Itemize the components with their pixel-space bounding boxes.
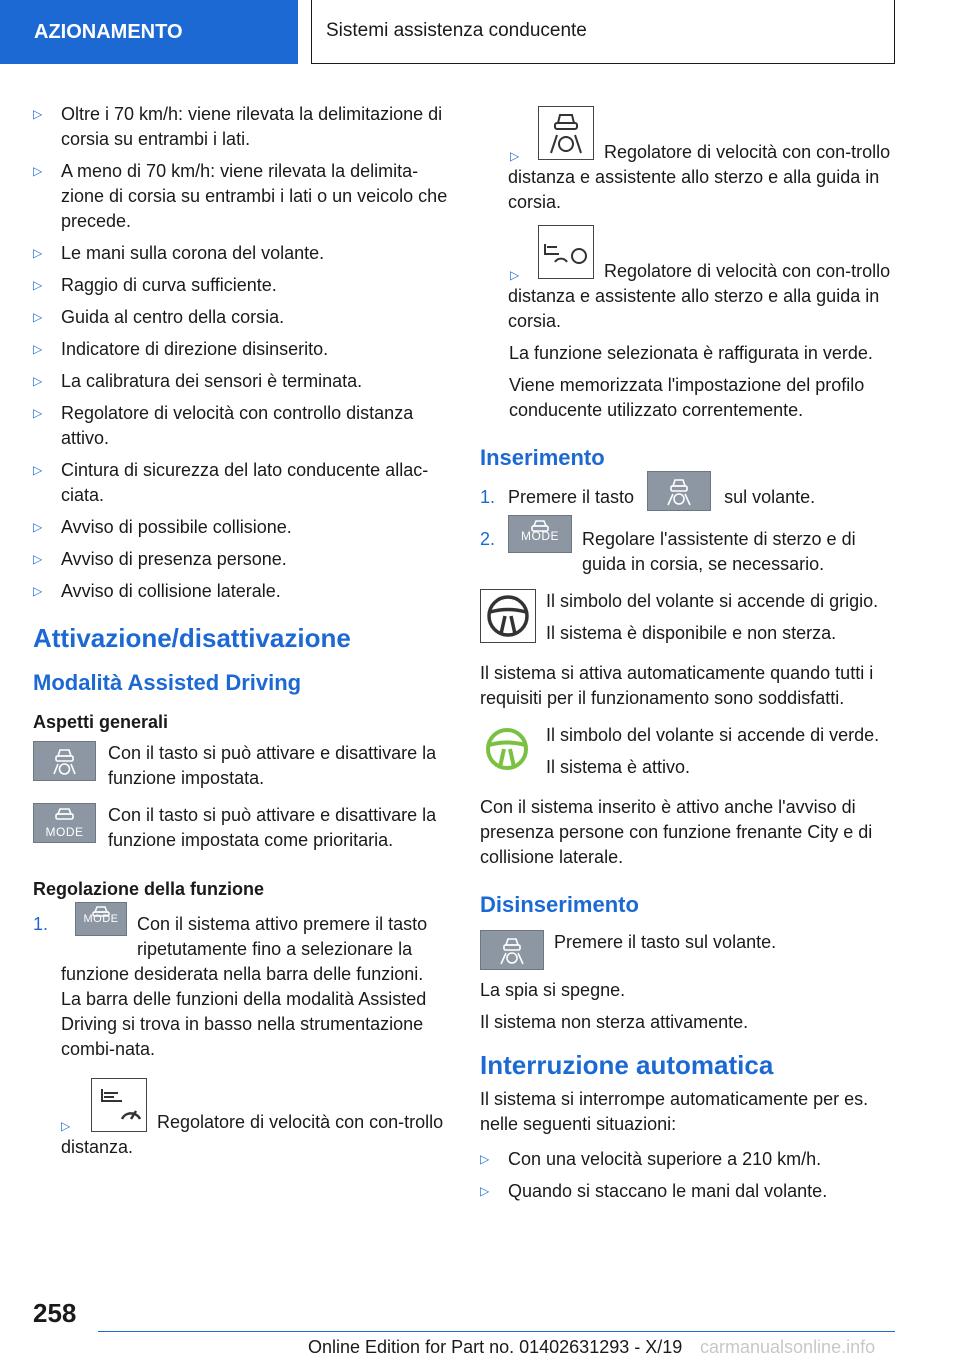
heading-activation: Attivazione/disattivazione	[33, 623, 351, 653]
list-item: ▷ Avviso di possibile collisione.	[33, 515, 448, 540]
list-item: ▷ Cintura di sicurezza del lato conducente allac-ciata.	[33, 460, 429, 505]
off-text: Premere il tasto sul volante.	[554, 932, 777, 953]
list-item: ▷ Con una velocità superiore a 210 km/h.	[480, 1147, 898, 1172]
general-text-1: Con il tasto si può attivare e disattivare la funzione impostata.	[108, 743, 437, 788]
on-step-1	[480, 485, 898, 511]
list-item: ▷ Indicatore di direzione disinserito.	[33, 337, 448, 362]
step-text-a: Premere il tasto	[508, 487, 635, 507]
heading-auto-stop: Interruzione automatica	[480, 1050, 774, 1081]
step-number: 2.	[480, 529, 496, 550]
list-item: ▷ Regolatore di velocità con controllo distanza attivo.	[33, 403, 414, 448]
bullet-triangle-icon: ▷	[480, 1184, 490, 1199]
mode-button-icon	[508, 515, 572, 553]
heading-on: Inserimento	[480, 445, 605, 470]
list-item: ▷ Guida al centro della corsia.	[33, 305, 448, 330]
auto-stop-text: Il sistema si interrompe automaticamente per es. nelle seguenti situazioni:	[480, 1089, 869, 1135]
footer-divider	[98, 1331, 895, 1332]
step-number: 1.	[480, 487, 496, 507]
footer-edition: Online Edition for Part no. 01402631293 - X/19	[308, 1337, 683, 1357]
bullet-triangle-icon: ▷	[33, 246, 43, 260]
regulation-step-1	[33, 912, 448, 1062]
bullet-triangle-icon: ▷	[510, 268, 520, 282]
list-item: ▷ A meno di 70 km/h: viene rilevata la delimita-zione di corsia su entrambi i lati o un veicolo che precede.	[33, 161, 448, 231]
general-text-2: Con il tasto si può attivare e disattivare la funzione impostata come prioritaria.	[108, 805, 437, 850]
bullet-triangle-icon: ▷	[33, 310, 43, 324]
cruise-steering-icon	[538, 225, 594, 279]
function-option-1	[33, 1078, 448, 1160]
green-status-line-1: Il simbolo del volante si accende di verde.	[546, 725, 880, 746]
bullet-triangle-icon: ▷	[510, 149, 520, 163]
general-row-1	[33, 741, 448, 791]
watermark: carmanualsonline.info	[700, 1337, 876, 1357]
function-option-text: Regolatore di velocità con con-trollo distanza.	[61, 1112, 444, 1157]
function-option-3	[480, 225, 898, 334]
list-item: ▷ Le mani sulla corona del volante.	[33, 241, 448, 266]
step-text-b: sul volante.	[724, 487, 816, 507]
header-section: AZIONAMENTO	[0, 0, 298, 64]
bullet-triangle-icon: ▷	[33, 584, 43, 598]
function-option-text: Regolatore di velocità con con-trollo distanza e assistente allo sterzo e alla guida in corsia.	[508, 261, 891, 331]
list-item: ▷ Quando si staccano le mani dal volante.	[480, 1179, 898, 1204]
bullet-triangle-icon: ▷	[33, 278, 43, 292]
function-option-2	[480, 106, 898, 215]
off-steer-text: Il sistema non sterza attivamente.	[480, 1012, 749, 1033]
steering-wheel-grey-icon	[480, 589, 536, 643]
heading-assisted-driving: Modalità Assisted Driving	[33, 670, 302, 695]
step-text: Con il sistema attivo premere il tasto ripetutamente fino a selezionare la funzione desiderata nella barra delle funzioni. La barra delle funzioni della modalità Assisted Driving si trova in basso nella strumentazione combi-nata.	[61, 914, 428, 1059]
list-item: ▷ Avviso di presenza persone.	[33, 547, 448, 572]
list-item: ▷ Raggio di curva sufficiente.	[33, 273, 448, 298]
memory-info: Viene memorizzata l'impostazione del profilo conducente utilizzato correntemente.	[509, 375, 865, 420]
bullet-triangle-icon: ▷	[33, 552, 43, 566]
heading-general: Aspetti generali	[33, 712, 169, 732]
grey-status-row	[480, 589, 898, 653]
mode-label: MODE	[45, 825, 84, 839]
step-text: Regolare l'assistente di sterzo e di guida in corsia, se necessario.	[582, 529, 856, 575]
bullet-triangle-icon: ▷	[33, 164, 43, 178]
step-number: 1.	[33, 914, 49, 934]
assist-button-icon	[480, 930, 544, 970]
bullet-triangle-icon: ▷	[33, 107, 43, 121]
list-item: ▷ La calibratura dei sensori è terminata.	[33, 369, 448, 394]
auto-activation-text: Il sistema si attiva automaticamente quando tutti i requisiti per il funzionamento sono soddisfatti.	[480, 663, 874, 709]
bullet-triangle-icon: ▷	[33, 342, 43, 356]
off-lamp-text: La spia si spegne.	[480, 980, 626, 1001]
bullet-triangle-icon: ▷	[33, 520, 43, 534]
page-number: 258	[33, 1298, 77, 1328]
steering-assist-icon	[538, 106, 594, 160]
mode-button-icon	[33, 803, 96, 843]
function-option-text: Regolatore di velocità con con-trollo distanza e assistente allo sterzo e alla guida in corsia.	[508, 142, 891, 212]
assist-button-icon	[647, 471, 711, 511]
left-column	[33, 102, 448, 1167]
bullet-triangle-icon: ▷	[61, 1119, 71, 1133]
city-info: Con il sistema inserito è attivo anche l'avviso di presenza persone con funzione frenante City e di collisione laterale.	[480, 797, 873, 868]
header-chapter: Sistemi assistenza conducente	[311, 0, 895, 64]
bullet-triangle-icon: ▷	[480, 1152, 490, 1167]
list-item: ▷ Avviso di collisione laterale.	[33, 579, 448, 604]
bullet-triangle-icon: ▷	[33, 406, 43, 420]
assist-button-icon	[33, 741, 96, 781]
green-status-line-2: Il sistema è attivo.	[546, 757, 691, 778]
mode-label: MODE	[521, 529, 559, 544]
cruise-distance-icon	[91, 1078, 147, 1132]
grey-status-line-1: Il simbolo del volante si accende di grigio.	[546, 591, 879, 612]
mode-button-icon	[75, 902, 127, 936]
grey-status-line-2: Il sistema è disponibile e non sterza.	[546, 623, 837, 644]
right-column	[480, 106, 898, 1211]
steering-wheel-green-icon	[480, 723, 536, 777]
heading-off: Disinserimento	[480, 892, 639, 918]
bullet-triangle-icon: ▷	[33, 374, 43, 388]
bullet-triangle-icon: ▷	[33, 463, 43, 477]
green-status-row	[480, 723, 898, 787]
list-item: ▷ Oltre i 70 km/h: viene rilevata la delimitazione di corsia su entrambi i lati.	[33, 104, 443, 149]
heading-regulation: Regolazione della funzione	[33, 879, 265, 899]
green-info: La funzione selezionata è raffigurata in verde.	[509, 343, 873, 363]
general-row-2	[33, 803, 448, 853]
on-step-2	[480, 527, 898, 577]
off-row	[480, 930, 898, 970]
mode-label: MODE	[83, 913, 119, 925]
requirements-list	[33, 102, 448, 604]
